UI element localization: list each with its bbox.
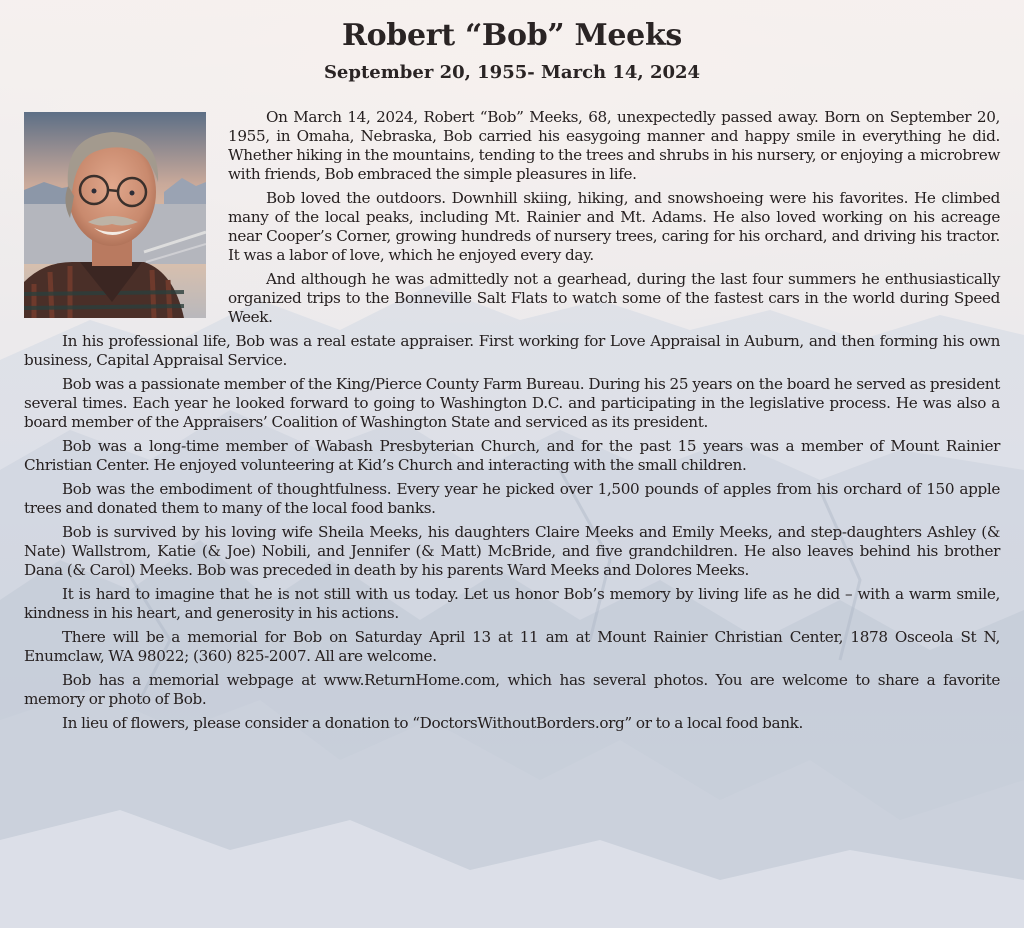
- paragraph: Bob was the embodiment of thoughtfulness. Every year he picked over 1,500 pounds of apples from his orchard of 150 apple trees and donated them to many of the local food banks.: [24, 480, 1000, 517]
- paragraph: Bob was a long-time member of Wabash Presbyterian Church, and for the past 15 years was a member of Mount Rainier Christian Center. He enjoyed volunteering at Kid’s Church and interacting with the small children.: [24, 437, 1000, 474]
- paragraph: Bob was a passionate member of the King/Pierce County Farm Bureau. During his 25 years on the board he served as president several times. Each year he looked forward to going to Washington D.C. and participating in the legislative process. He was also a board member of the Appraisers’ Coalition of Washington State and serviced as its president.: [24, 375, 1000, 431]
- paragraph: It is hard to imagine that he is not still with us today. Let us honor Bob’s memory by living life as he did – with a warm smile, kindness in his heart, and generosity in his actions.: [24, 585, 1000, 622]
- paragraph: In his professional life, Bob was a real estate appraiser. First working for Love Appraisal in Auburn, and then forming his own business, Capital Appraisal Service.: [24, 332, 1000, 369]
- deceased-name-title: Robert “Bob” Meeks: [341, 18, 683, 53]
- life-dates-subtitle: September 20, 1955- March 14, 2024: [323, 62, 701, 83]
- memorial-service-paragraph: There will be a memorial for Bob on Saturday April 13 at 11 am at Mount Rainier Christian Center, 1878 Osceola St N, Enumclaw, WA 98022; (360) 825-2007. All are welcome.: [24, 628, 1000, 665]
- paragraph: Bob is survived by his loving wife Sheila Meeks, his daughters Claire Meeks and Emily Meeks, and step-daughters Ashley (& Nate) Wallstrom, Katie (& Joe) Nobili, and Jennifer (& Matt) McBride, and five grandchildren. He also leaves behind his brother Dana (& Carol) Meeks. Bob was preceded in death by his parents Ward Meeks and Dolores Meeks.: [24, 523, 1000, 579]
- paragraph: Bob loved the outdoors. Downhill skiing, hiking, and snowshoeing were his favorites. He climbed many of the local peaks, including Mt. Rainier and Mt. Adams. He also loved working on his acreage near Cooper’s Corner, growing hundreds of nursery trees, caring for his orchard, and driving his tractor. It was a labor of love, which he enjoyed every day.: [228, 189, 1000, 264]
- paragraph: And although he was admittedly not a gearhead, during the last four summers he enthusiastically organized trips to the Bonneville Salt Flats to watch some of the fastest cars in the world during Speed Week.: [228, 270, 1000, 326]
- donation-paragraph: In lieu of flowers, please consider a donation to “DoctorsWithoutBorders.org” or to a local food bank.: [62, 714, 803, 732]
- photo-wrap-spacer: [24, 108, 228, 330]
- paragraph: On March 14, 2024, Robert “Bob” Meeks, 68, unexpectedly passed away. Born on September 20, 1955, in Omaha, Nebraska, Bob carried his easygoing manner and happy smile in everything he did. Whether hiking in the mountains, tending to the trees and shrubs in his nursery, or enjoying a microbrew with friends, Bob embraced the simple pleasures in life.: [228, 108, 1000, 183]
- memorial-webpage-paragraph: Bob has a memorial webpage at www.ReturnHome.com, which has several photos. You are welcome to share a favorite memory or photo of Bob.: [24, 671, 1000, 708]
- obituary-body: [24, 108, 1000, 738]
